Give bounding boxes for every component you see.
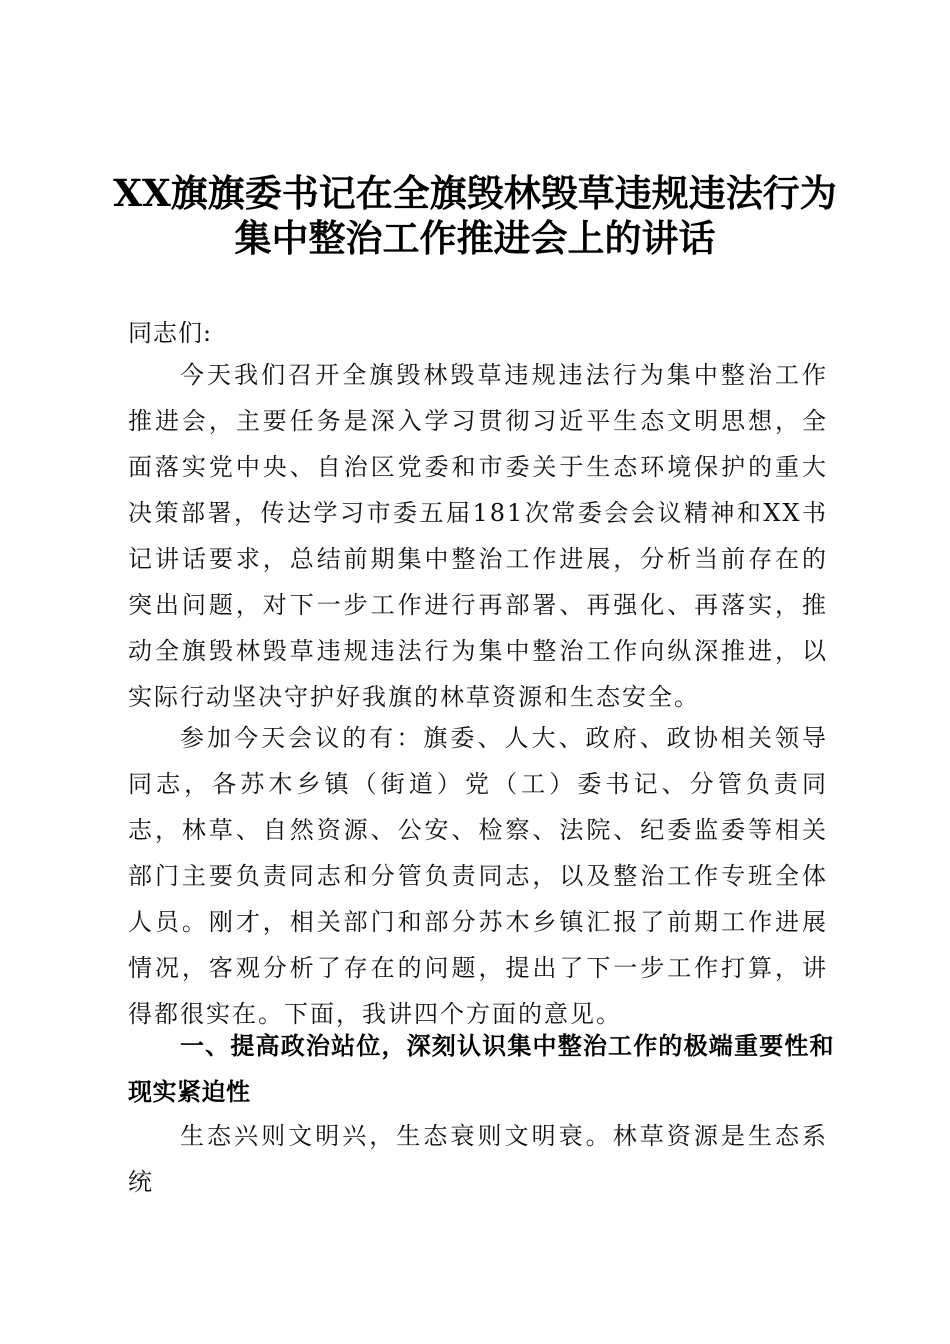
opening-paragraph: 今天我们召开全旗毁林毁草违规违法行为集中整治工作推进会，主要任务是深入学习贯彻习近平生态文明思想，全面落实党中央、自治区党委和市委关于生态环境保护的重大决策部署，传达学习市委五届181次常委会会议精神和XX书记讲话要求，总结前期集中整治工作进展，分析当前存在的突出问题，对下一步工作进行再部署、再强化、再落实，推动全旗毁林毁草违规违法行为集中整治工作向纵深推进，以实际行动坚决守护好我旗的林草资源和生态安全。	[128, 361, 828, 711]
section-1-paragraph: 生态兴则文明兴，生态衰则文明衰。林草资源是生态系统	[128, 1122, 828, 1196]
document-title-line-1: XX旗旗委书记在全旗毁林毁草违规违法行为	[113, 171, 837, 215]
attendees-paragraph: 参加今天会议的有：旗委、人大、政府、政协相关领导同志，各苏木乡镇（街道）党（工）委书记、分管负责同志，林草、自然资源、公安、检察、法院、纪委监委等相关部门主要负责同志和分管负责同志，以及整治工作专班全体人员。刚才，相关部门和部分苏木乡镇汇报了前期工作进展情况，客观分析了存在的问题，提出了下一步工作打算，讲得都很实在。下面，我讲四个方面的意见。	[128, 724, 828, 1028]
section-heading-1: 一、提高政治站位，深刻认识集中整治工作的极端重要性和现实紧迫性	[128, 1032, 834, 1106]
document-title-line-2: 集中整治工作推进会上的讲话	[234, 216, 716, 260]
salutation: 同志们:	[128, 319, 213, 347]
